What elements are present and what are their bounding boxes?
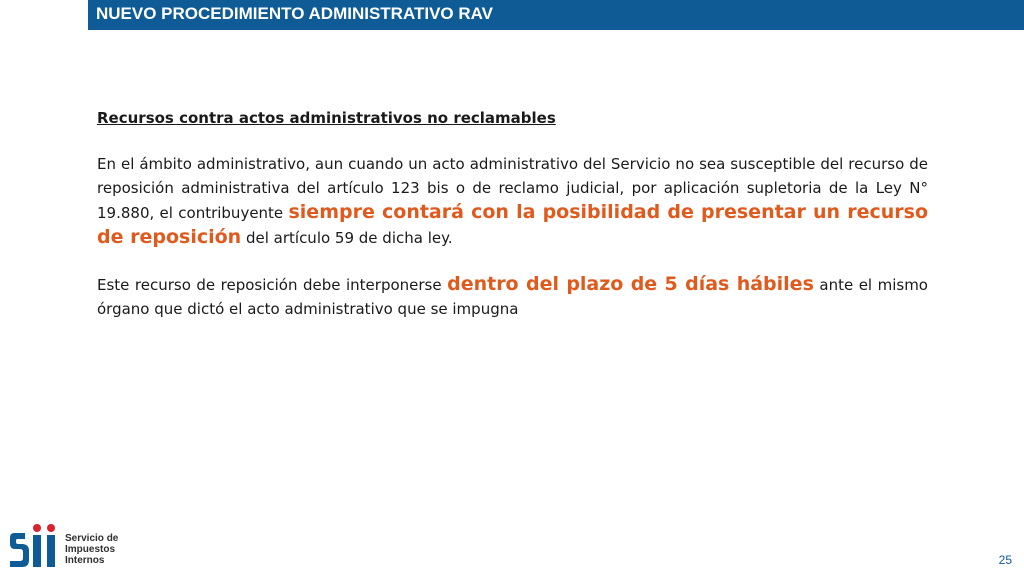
logo-line-2: Impuestos: [65, 544, 116, 555]
header-bar: [88, 0, 1024, 30]
logo-line-3: Internos: [65, 555, 105, 566]
paragraph-1: [97, 152, 928, 250]
paragraph-2: [97, 272, 928, 321]
paragraph-1-text-start: En el ámbito administrativo, aun cuando un acto administrativo del Servicio no sea susceptible del recurso de reposición administrativa del artículo 123 bis o de reclamo judicial, por aplicación supletoria de la Ley N° 19.880, el contribuyente: [97, 155, 928, 222]
slide-content: [97, 106, 928, 343]
paragraph-2-text-start: Este recurso de reposición debe interponerse: [97, 276, 448, 294]
paragraph-1-text-end: del artículo 59 de dicha ley.: [241, 229, 453, 247]
paragraph-1-highlight: siempre contará con la posibilidad de presentar un recurso de reposición: [97, 201, 929, 248]
paragraph-2-highlight: dentro del plazo de 5 días hábiles: [447, 273, 814, 295]
sii-logo-icon: [8, 523, 60, 569]
page-number: 25: [998, 553, 1012, 567]
logo-line-1: Servicio de: [65, 533, 119, 544]
sii-logo-text: [65, 533, 118, 566]
section-heading: Recursos contra actos administrativos no reclamables: [97, 109, 556, 127]
page-title: NUEVO PROCEDIMIENTO ADMINISTRATIVO RAV: [96, 4, 494, 23]
paragraph-2-text-end: ante el mismo órgano que dictó el acto administrativo que se impugna: [97, 276, 928, 318]
